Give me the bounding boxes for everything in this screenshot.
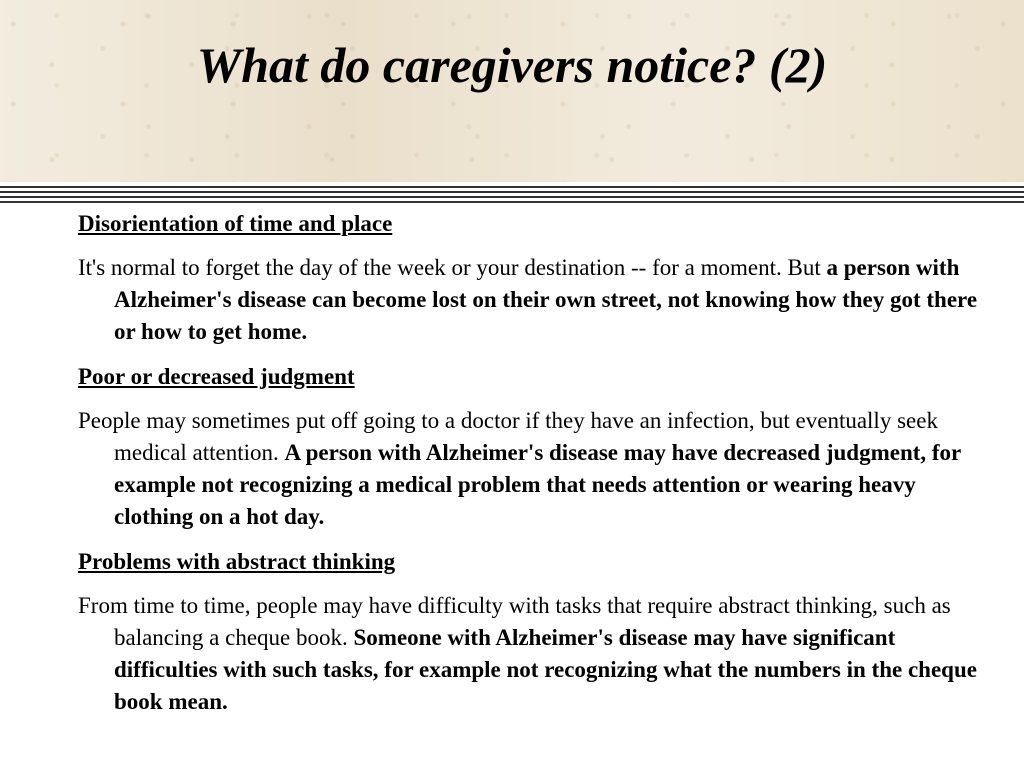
slide-title: What do caregivers notice? (2) <box>196 37 828 93</box>
section-heading: Problems with abstract thinking <box>78 549 396 574</box>
section-body <box>78 252 998 348</box>
section-abstract-thinking <box>78 546 998 718</box>
section-body-bold: Someone with Alzheimer's disease may have significant difficulties with such tasks, for example not recognizing what the numbers in the cheque book mean. <box>114 625 977 714</box>
section-body <box>78 405 998 533</box>
section-body-normal: People may sometimes put off going to a doctor if they have an infection, but eventually seek medical attention. <box>78 408 938 465</box>
section-body-bold: a person with Alzheimer's disease can become lost on their own street, not knowing how they got there or how to get home. <box>114 255 978 344</box>
section-body-normal: From time to time, people may have difficulty with tasks that require abstract thinking, such as balancing a cheque book. <box>78 593 951 650</box>
slide-content <box>78 208 998 731</box>
section-disorientation <box>78 208 998 348</box>
section-heading: Poor or decreased judgment <box>78 364 355 389</box>
section-body-normal: It's normal to forget the day of the week or your destination -- for a moment. But <box>78 255 827 280</box>
section-heading: Disorientation of time and place <box>78 211 393 236</box>
section-body <box>78 590 998 718</box>
section-body-bold: A person with Alzheimer's disease may have decreased judgment, for example not recognizing a medical problem that needs attention or wearing heavy clothing on a hot day. <box>114 440 961 529</box>
section-judgment <box>78 361 998 533</box>
